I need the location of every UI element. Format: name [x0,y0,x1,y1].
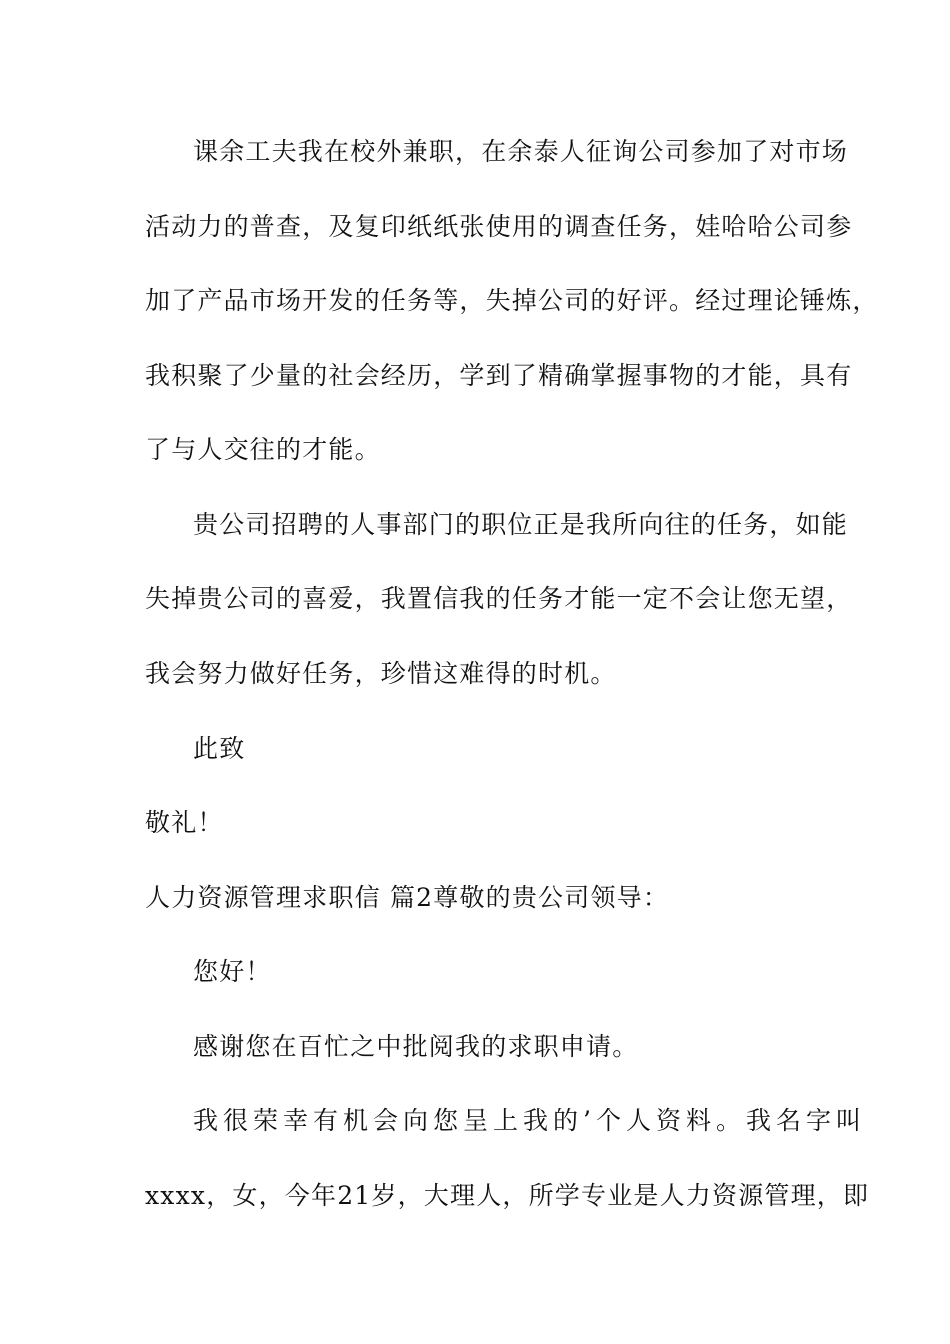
paragraph-line: 课余工夫我在校外兼职，在余泰人征询公司参加了对市场 [193,137,849,166]
paragraph-line: 我会努力做好任务，珍惜这难得的时机。 [145,659,617,688]
closing-salutation: 此致 [193,734,246,763]
paragraph-line: 失掉贵公司的喜爱，我置信我的任务才能一定不会让您无望， [145,584,853,613]
paragraph-line: 加了产品市场开发的任务等，失掉公司的好评。经过理论锤炼， [145,286,879,315]
paragraph-line: 贵公司招聘的人事部门的职位正是我所向往的任务，如能 [193,510,849,539]
section-heading: 人力资源管理求职信 篇2尊敬的贵公司领导： [145,883,670,912]
paragraph-line: xxxx，女，今年21岁，大理人，所学专业是人力资源管理，即 [145,1181,870,1210]
paragraph-line: 了与人交往的才能。 [145,435,381,464]
closing-regards: 敬礼！ [145,808,224,837]
paragraph-line: 感谢您在百忙之中批阅我的求职申请。 [193,1032,639,1061]
paragraph-line: 我积聚了少量的社会经历，学到了精确掌握事物的才能，具有 [145,361,853,390]
paragraph-line: 活动力的普查，及复印纸纸张使用的调查任务，娃哈哈公司参 [145,212,853,241]
paragraph-line: 我很荣幸有机会向您呈上我的’个人资料。我名字叫 [193,1106,866,1135]
greeting: 您好！ [193,957,272,986]
